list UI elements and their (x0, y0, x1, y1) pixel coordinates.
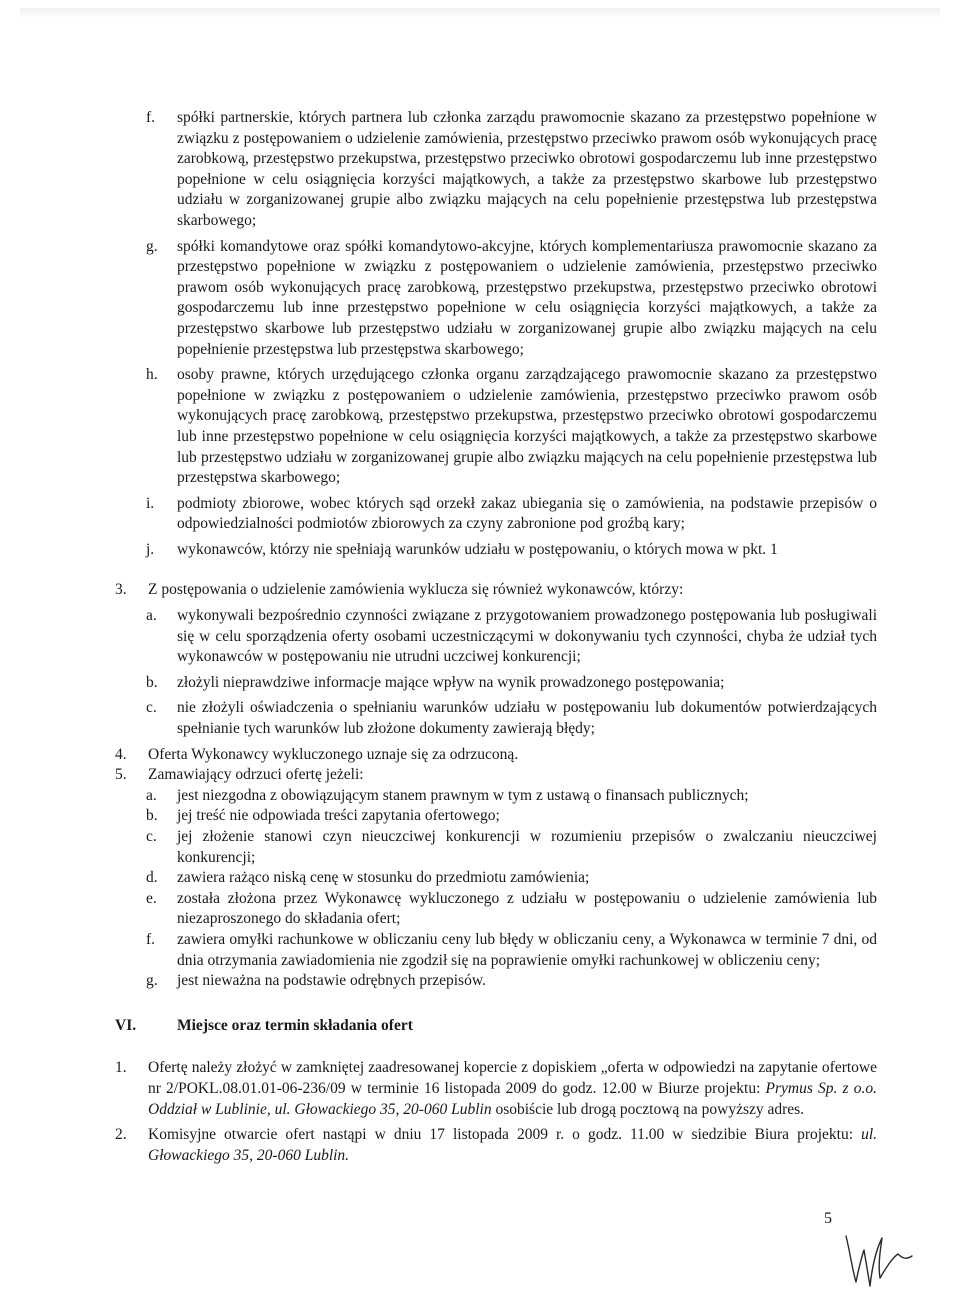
point-text (148, 1125, 877, 1166)
address-italic: ul. Głowackiego 35, 20-060 Lublin. (148, 1126, 877, 1164)
item-label: h. (146, 366, 158, 384)
point-5-item-b (115, 806, 877, 827)
item-label: g. (146, 237, 158, 255)
point-3 (115, 580, 877, 601)
item-text: zawiera omyłki rachunkowe w obliczaniu ceny lub błędy w obliczaniu ceny, a Wykonawca w terminie 7 dni, od dnia otrzymania zawiadomienia nie zgodził się na poprawienie omyłki rachunkowej w obliczeniu ceny; (177, 930, 877, 969)
point-text: Z postępowania o udzielenie zamówienia wyklucza się również wykonawców, którzy: (148, 581, 684, 599)
point-text: Zamawiający odrzuci ofertę jeżeli: (148, 766, 364, 784)
point-label: 5. (115, 766, 127, 784)
item-text: nie złożyli oświadczenia o spełnianiu warunków udziału w postępowaniu lub dokumentów potwierdzających spełnianie tych warunków lub złożone dokumenty zawierają błędy; (177, 699, 877, 738)
list-item-j (115, 540, 877, 561)
item-label: c. (146, 699, 157, 717)
item-text: osoby prawne, których urzędującego członka organu zarządzającego prawomocnie skazano za przestępstwo popełnione w związku z postępowaniem o udzielenie zamówienia, przestępstwo przeciwko prawom osób wykonujących pracę zarobkową, przestępstwo przekupstwa, przestępstwo przeciwko obrotowi gospodarczemu lub inne przestępstwo popełnione w celu osiągnięcia korzyści majątkowych, a także za przestępstwo skarbowe lub przestępstwo udziału w zorganizowanej grupie albo związku mających na celu popełnienie przestępstwa lub przestępstwa skarbowego; (177, 366, 877, 487)
item-text: została złożona przez Wykonawcę wykluczonego z udziału w postępowaniu o udzielenie zamówienia lub niezaproszonego do składania ofert; (177, 889, 877, 928)
item-label: e. (146, 889, 157, 907)
point-label: 3. (115, 581, 127, 599)
section-heading (115, 1016, 877, 1037)
item-text: jest niezgodna z obowiązującym stanem prawnym w tym z ustawą o finansach publicznych; (177, 786, 749, 804)
item-label: f. (146, 109, 156, 126)
list-item-i (115, 494, 877, 535)
item-label: a. (146, 607, 157, 625)
list-item-h (115, 365, 877, 489)
point-text-part: osobiście lub drogą pocztową na powyższy adres. (491, 1100, 805, 1118)
point-label: 2. (115, 1126, 127, 1144)
point-5 (115, 765, 877, 786)
point-3-item-c (115, 698, 877, 739)
item-label: j. (146, 540, 155, 558)
item-label: d. (146, 869, 158, 887)
point-label: 4. (115, 745, 127, 763)
item-label: a. (146, 786, 157, 804)
point-text: Oferta Wykonawcy wykluczonego uznaje się za odrzuconą. (148, 745, 519, 763)
item-text: spółki partnerskie, których partnera lub członka zarządu prawomocnie skazano za przestępstwo popełnione w związku z postępowaniem o udzielenie zamówienia, przestępstwo przeciwko prawom osób wykonujących pracę zarobkową, przestępstwo przekupstwa, przestępstwo przeciwko obrotowi gospodarczemu lub inne przestępstwo popełnione w celu osiągnięcia korzyści majątkowych, a także za przestępstwo skarbowe lub przestępstwo udziału w zorganizowanej grupie albo związku mających na celu popełnienie przestępstwa lub przestępstwa skarbowego; (177, 109, 877, 229)
point-3-item-a (115, 606, 877, 668)
section-title: Miejsce oraz termin składania ofert (177, 1016, 413, 1034)
point-text-part: Ofertę należy złożyć w zamkniętej zaadresowanej kopercie z dopiskiem „oferta w odpowiedzi na zapytanie ofertowe nr 2/POKL.08.01.01-06-236/09 w terminie 16 listopada 2009 do godz. 12.00 w Biurze projektu: (148, 1059, 877, 1097)
item-label: c. (146, 828, 157, 845)
item-text: jest nieważna na podstawie odrębnych przepisów. (177, 972, 486, 990)
point-3-item-b (115, 673, 877, 694)
handwritten-initials (840, 1228, 920, 1290)
point-5-item-d (115, 868, 877, 889)
item-text: wykonawców, którzy nie spełniają warunków udziału w postępowaniu, o których mowa w pkt. 1 (177, 540, 778, 558)
item-label: i. (146, 494, 155, 512)
item-text: jej złożenie stanowi czyn nieuczciwej konkurencji w rozumieniu przepisów o zwalczaniu nieuczciwej konkurencji; (177, 828, 877, 866)
vi-point-1 (115, 1058, 877, 1120)
scan-edge-shadow (20, 8, 940, 18)
point-label: 1. (115, 1059, 127, 1077)
vi-point-2 (115, 1125, 877, 1166)
list-item-f (115, 108, 877, 232)
item-label: f. (146, 930, 156, 948)
item-text: jej treść nie odpowiada treści zapytania ofertowego; (177, 807, 500, 825)
item-text: wykonywali bezpośrednio czynności związane z przygotowaniem prowadzonego postępowania lub posługiwali się w celu sporządzenia oferty osobami uczestniczącymi w dokonywaniu tych czynności, chyba że udział tych wykonawców w postępowaniu nie utrudni uczciwej konkurencji; (177, 607, 877, 666)
point-5-item-c (115, 827, 877, 868)
point-5-item-e (115, 889, 877, 930)
point-text (148, 1058, 877, 1120)
document-body (115, 108, 877, 1166)
item-label: b. (146, 673, 158, 691)
point-5-item-f (115, 930, 877, 971)
item-text: złożyli nieprawdziwe informacje mające wpływ na wynik prowadzonego postępowania; (177, 673, 725, 691)
point-5-item-g (115, 971, 877, 992)
item-label: g. (146, 972, 158, 990)
point-4 (115, 745, 877, 766)
list-item-g (115, 237, 877, 361)
section-label: VI. (115, 1016, 137, 1034)
point-text-part: Komisyjne otwarcie ofert nastąpi w dniu 17 listopada 2009 r. o godz. 11.00 w siedzibie Biura projektu: (148, 1126, 862, 1144)
address-italic: Prymus Sp. z o.o. Oddział w Lublinie, ul. Głowackiego 35, 20-060 Lublin (148, 1079, 877, 1118)
item-text: spółki komandytowe oraz spółki komandytowo-akcyjne, których komplementariusza prawomocnie skazano za przestępstwo popełnione w związku z postępowaniem o udzielenie zamówienia, przestępstwo przeciwko prawom osób wykonujących pracę zarobkową, przestępstwo przekupstwa, przestępstwo przeciwko obrotowi gospodarczemu lub inne przestępstwo popełnione w celu osiągnięcia korzyści majątkowych, a także za przestępstwo skarbowe lub przestępstwo udziału w zorganizowanej grupie albo związku mających na celu popełnienie przestępstwa lub przestępstwa skarbowego; (177, 237, 877, 358)
item-text: zawiera rażąco niską cenę w stosunku do przedmiotu zamówienia; (177, 869, 590, 887)
point-5-item-a (115, 786, 877, 807)
item-text: podmioty zbiorowe, wobec których sąd orzekł zakaz ubiegania się o zamówienia, na podstawie przepisów o odpowiedzialności podmiotów zbiorowych za czyny zabronione pod groźbą kary; (177, 494, 877, 533)
page-number: 5 (824, 1210, 832, 1227)
item-label: b. (146, 807, 158, 825)
